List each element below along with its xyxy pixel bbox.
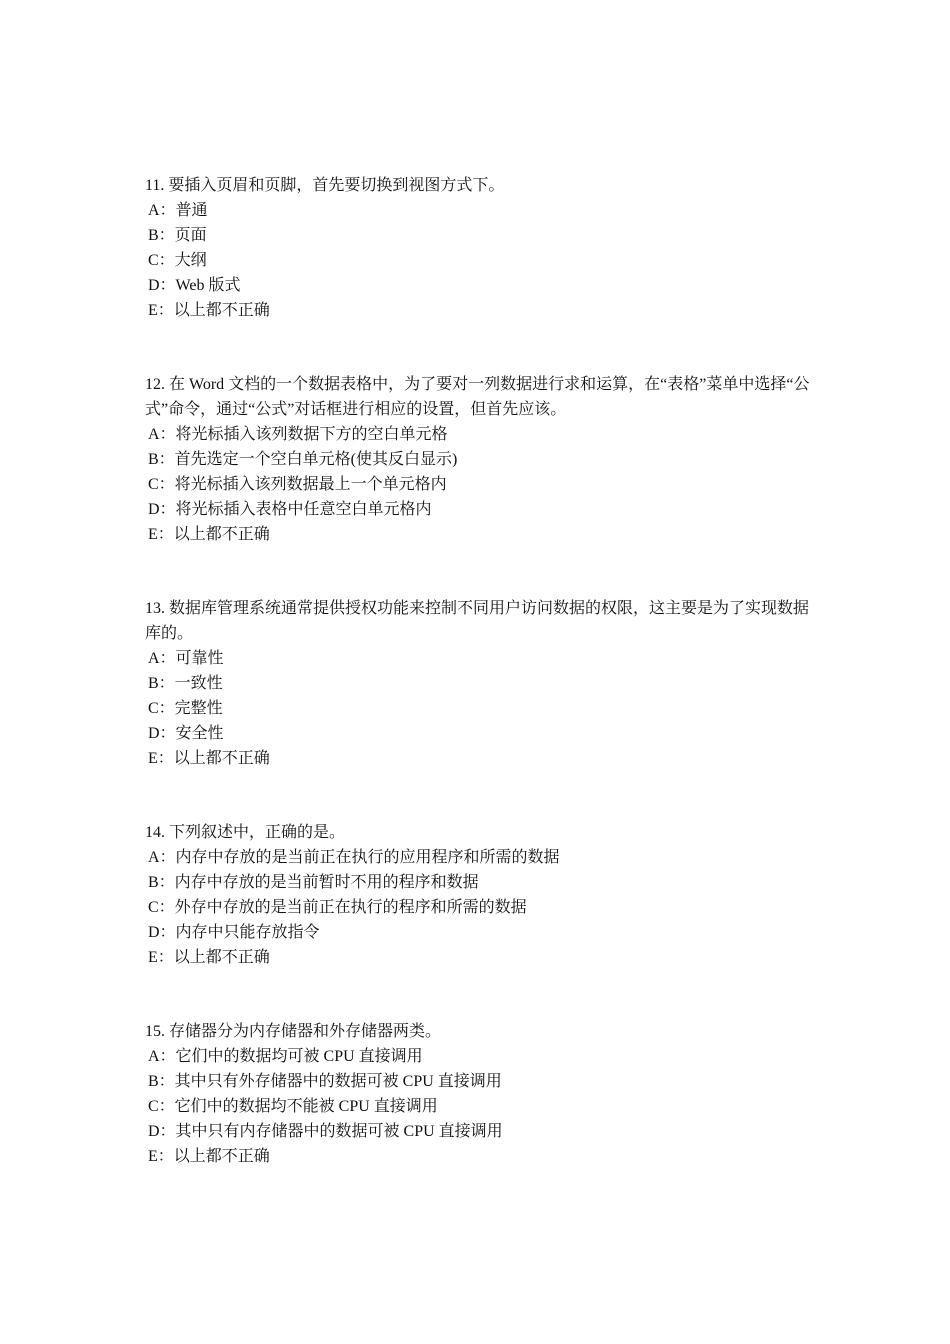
option-d: D：其中只有内存储器中的数据可被 CPU 直接调用 xyxy=(148,1123,503,1140)
option-b: B：内存中存放的是当前暂时不用的程序和数据 xyxy=(148,874,479,891)
option-e: E：以上都不正确 xyxy=(148,302,270,319)
question-13 xyxy=(145,596,810,771)
option-c: C：它们中的数据均不能被 CPU 直接调用 xyxy=(148,1098,438,1115)
option-d: D：将光标插入表格中任意空白单元格内 xyxy=(148,501,432,518)
option-a: A：它们中的数据均可被 CPU 直接调用 xyxy=(148,1048,423,1065)
question-stem: 14. 下列叙述中，正确的是。 xyxy=(145,824,346,841)
option-c: C：外存中存放的是当前正在执行的程序和所需的数据 xyxy=(148,899,527,916)
question-12 xyxy=(145,372,810,547)
option-c: C：大纲 xyxy=(148,252,207,269)
question-11 xyxy=(145,173,810,323)
question-14 xyxy=(145,820,810,970)
option-b: B：一致性 xyxy=(148,675,223,692)
question-stem: 12. 在 Word 文档的一个数据表格中，为了要对一列数据进行求和运算，在“表格”菜单中选择“公式”命令，通过“公式”对话框进行相应的设置，但首先应该。 xyxy=(145,376,810,418)
option-b: B：页面 xyxy=(148,227,207,244)
option-e: E：以上都不正确 xyxy=(148,750,270,767)
question-15 xyxy=(145,1019,810,1169)
option-b: B：其中只有外存储器中的数据可被 CPU 直接调用 xyxy=(148,1073,502,1090)
option-d: D：内存中只能存放指令 xyxy=(148,924,320,941)
option-a: A：可靠性 xyxy=(148,650,224,667)
option-e: E：以上都不正确 xyxy=(148,1148,270,1165)
option-a: A：内存中存放的是当前正在执行的应用程序和所需的数据 xyxy=(148,849,560,866)
option-a: A：普通 xyxy=(148,202,208,219)
option-b: B：首先选定一个空白单元格(使其反白显示) xyxy=(148,451,458,468)
question-stem: 13. 数据库管理系统通常提供授权功能来控制不同用户访问数据的权限，这主要是为了实现数据库的。 xyxy=(145,600,810,642)
option-e: E：以上都不正确 xyxy=(148,526,270,543)
option-c: C：将光标插入该列数据最上一个单元格内 xyxy=(148,476,447,493)
option-d: D：Web 版式 xyxy=(148,277,241,294)
option-a: A：将光标插入该列数据下方的空白单元格 xyxy=(148,426,448,443)
option-e: E：以上都不正确 xyxy=(148,949,270,966)
option-d: D：安全性 xyxy=(148,725,224,742)
question-stem: 11. 要插入页眉和页脚，首先要切换到视图方式下。 xyxy=(145,177,505,194)
question-stem: 15. 存储器分为内存储器和外存储器两类。 xyxy=(145,1023,442,1040)
option-c: C：完整性 xyxy=(148,700,223,717)
